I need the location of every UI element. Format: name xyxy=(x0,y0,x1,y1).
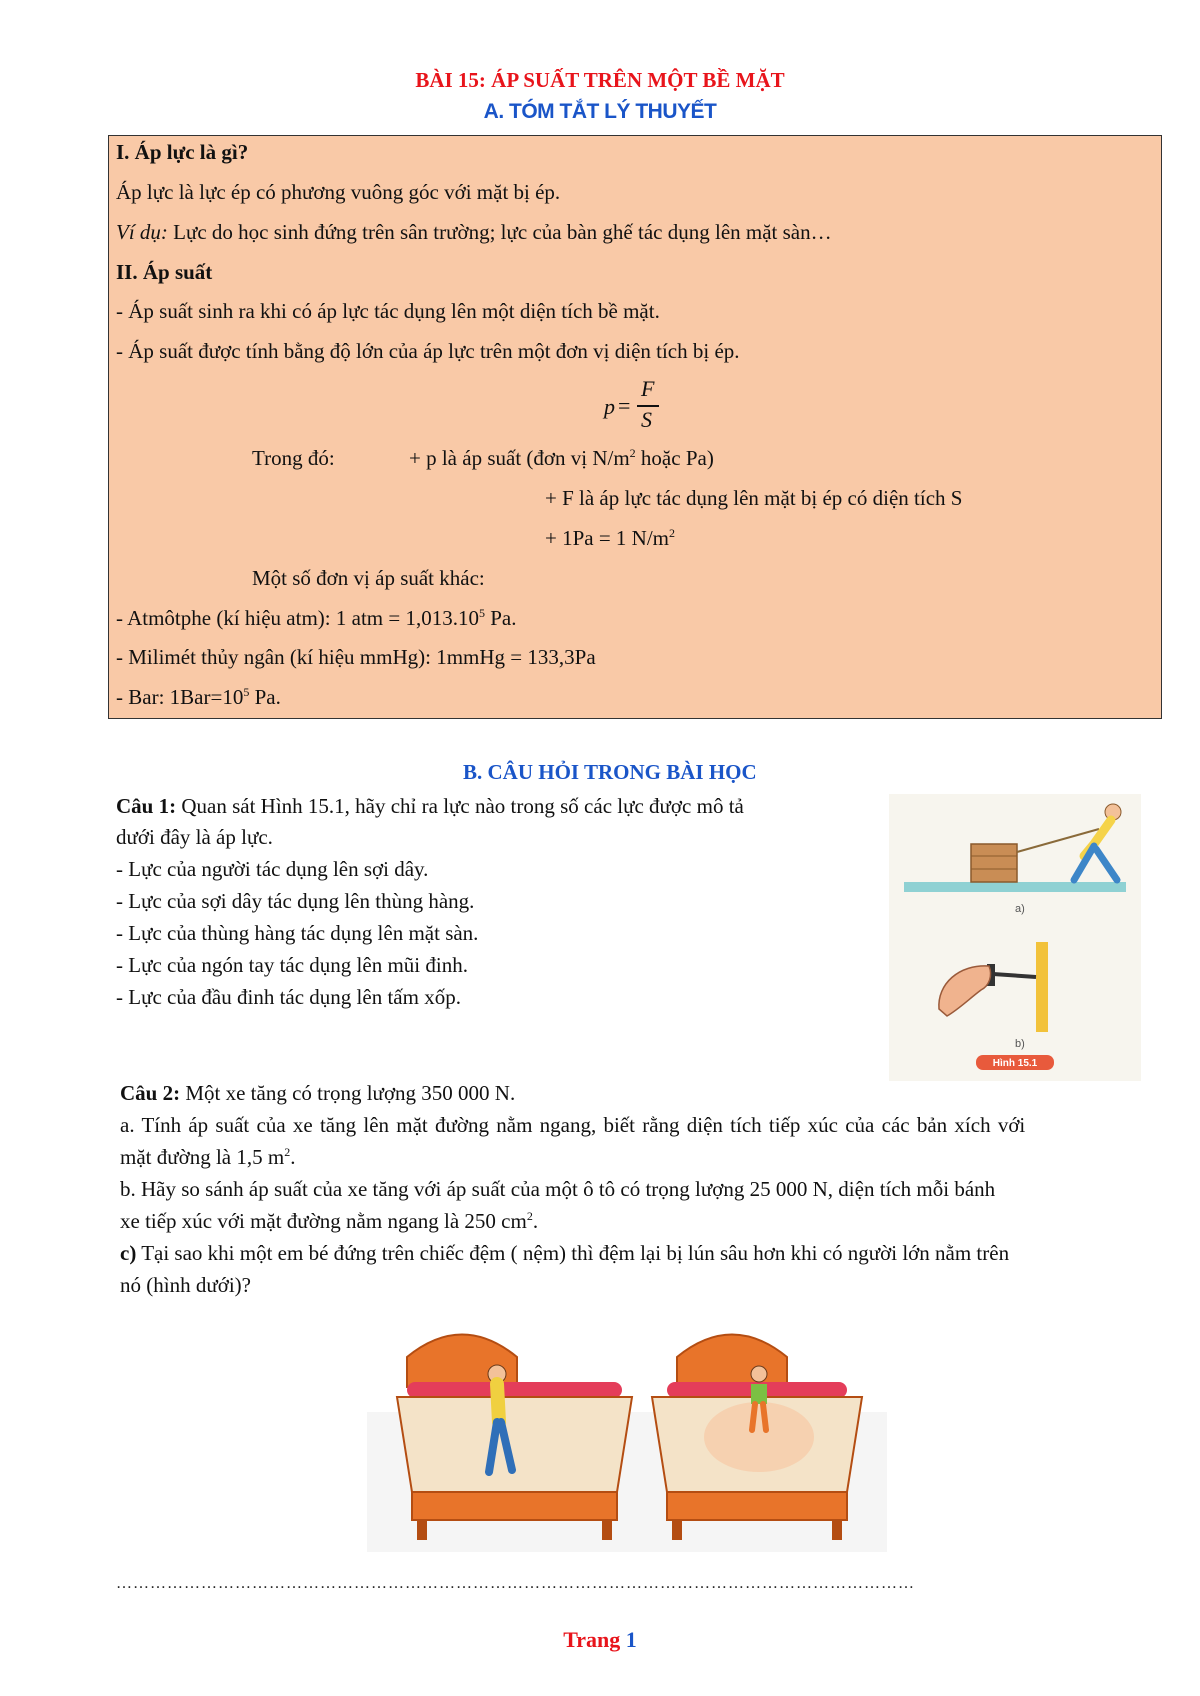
q1-option-2: - Lực của sợi dây tác dụng lên thùng hàng. xyxy=(116,889,475,913)
lesson-title: BÀI 15: ÁP SUẤT TRÊN MỘT BỀ MẶT xyxy=(415,68,785,92)
nail xyxy=(993,974,1036,977)
question-2a-line-2: mặt đường là 1,5 $m^2$. xyxy=(120,1145,296,1169)
example-line xyxy=(116,220,832,245)
beds-illustration xyxy=(367,1312,887,1552)
pressure-formula xyxy=(604,376,674,436)
figure-15-1 xyxy=(889,794,1141,1081)
person-legs xyxy=(1074,846,1117,880)
floor-surface xyxy=(904,882,1126,892)
fig-label-a: a) xyxy=(1015,903,1025,915)
finger xyxy=(939,966,991,1016)
example-text: Lực do học sinh đứng trên sân trường; lực của bàn ghế tác dụng lên mặt sàn… xyxy=(167,220,832,244)
formula-p: p xyxy=(604,394,615,419)
foam-board xyxy=(1036,942,1048,1032)
heading-ap-luc: I. Áp lực là gì? xyxy=(116,140,249,164)
question-2: Câu 2: Một xe tăng có trọng lượng 350 000 N. xyxy=(120,1081,516,1105)
bed-child xyxy=(652,1335,862,1541)
fig-caption: Hình 15.1 xyxy=(992,1058,1038,1069)
unit-bar: - Bar: $1Bar=10^5$ Pa. xyxy=(116,685,281,709)
answer-line[interactable]: …………………………………………………………………………………………………………………………… xyxy=(116,1575,915,1592)
question-2b-line-1: b. Hãy so sánh áp suất của xe tăng với áp suất của một ô tô có trọng lượng 25 000 N, diện tích mỗi bánh xyxy=(120,1177,996,1201)
unit-mmhg: - Milimét thủy ngân (kí hiệu mmHg): 1mmHg = 133,3Pa xyxy=(116,645,596,669)
formula-equals: = xyxy=(618,393,631,418)
bed-adult xyxy=(397,1335,632,1541)
section-b-title: B. CÂU HỎI TRONG BÀI HỌC xyxy=(463,760,757,784)
beds-drawing xyxy=(367,1312,887,1552)
q1-option-4: - Lực của ngón tay tác dụng lên mũi đinh. xyxy=(116,953,468,977)
figure-15-1-illustration xyxy=(889,794,1141,1081)
formula-denominator: S xyxy=(641,407,652,432)
where-item-p: + p là áp suất (đơn vị $N/m^2$ hoặc Pa) xyxy=(409,446,714,470)
question-2c-line-2: nó (hình dưới)? xyxy=(120,1273,251,1297)
where-label: Trong đó: xyxy=(252,446,335,470)
page-number: 1 xyxy=(625,1627,637,1652)
where-item-f: + F là áp lực tác dụng lên mặt bị ép có diện tích S xyxy=(545,486,963,510)
page-footer xyxy=(0,1627,1200,1653)
crate xyxy=(971,844,1017,882)
pressure-para-1: - Áp suất sinh ra khi có áp lực tác dụng lên một diện tích bề mặt. xyxy=(116,299,660,323)
heading-ap-suat: II. Áp suất xyxy=(116,260,213,284)
q1-option-5: - Lực của đầu đinh tác dụng lên tấm xốp. xyxy=(116,985,461,1009)
question-2c-line-1: c) Tại sao khi một em bé đứng trên chiếc đệm ( nệm) thì đệm lại bị lún sâu hơn khi có người lớn nằm trên xyxy=(120,1241,1010,1265)
section-a-title: A. TÓM TẮT LÝ THUYẾT xyxy=(483,100,717,123)
definition-text: Áp lực là lực ép có phương vuông góc với mặt bị ép. xyxy=(116,180,561,204)
q1-option-3: - Lực của thùng hàng tác dụng lên mặt sàn. xyxy=(116,921,479,945)
pressure-para-2: - Áp suất được tính bằng độ lớn của áp lực trên một đơn vị diện tích bị ép. xyxy=(116,339,740,363)
example-label: Ví dụ: xyxy=(116,220,168,244)
theory-box xyxy=(108,135,1162,719)
fig-label-b: b) xyxy=(1015,1038,1025,1050)
question-2b-line-2: xe tiếp xúc với mặt đường nằm ngang là 250 $cm^2$. xyxy=(120,1209,539,1233)
question-1-cont: dưới đây là áp lực. xyxy=(116,825,273,849)
footer-label: Trang xyxy=(563,1627,626,1652)
formula-numerator: F xyxy=(641,376,655,401)
other-units-label: Một số đơn vị áp suất khác: xyxy=(252,566,485,590)
question-1: Câu 1: Quan sát Hình 15.1, hãy chỉ ra lực nào trong số các lực được mô tả xyxy=(116,794,744,818)
unit-atm: - Atmôtphe (kí hiệu atm): 1 atm = $1,013.10^5$ Pa. xyxy=(116,606,517,630)
q1-option-1: - Lực của người tác dụng lên sợi dây. xyxy=(116,857,429,881)
where-item-pa: + 1Pa = 1 $N/m^2$ xyxy=(545,526,676,550)
question-2a-line-1: a. Tính áp suất của xe tăng lên mặt đường nằm ngang, biết rằng diện tích tiếp xúc của các bản xích với xyxy=(120,1113,1026,1137)
